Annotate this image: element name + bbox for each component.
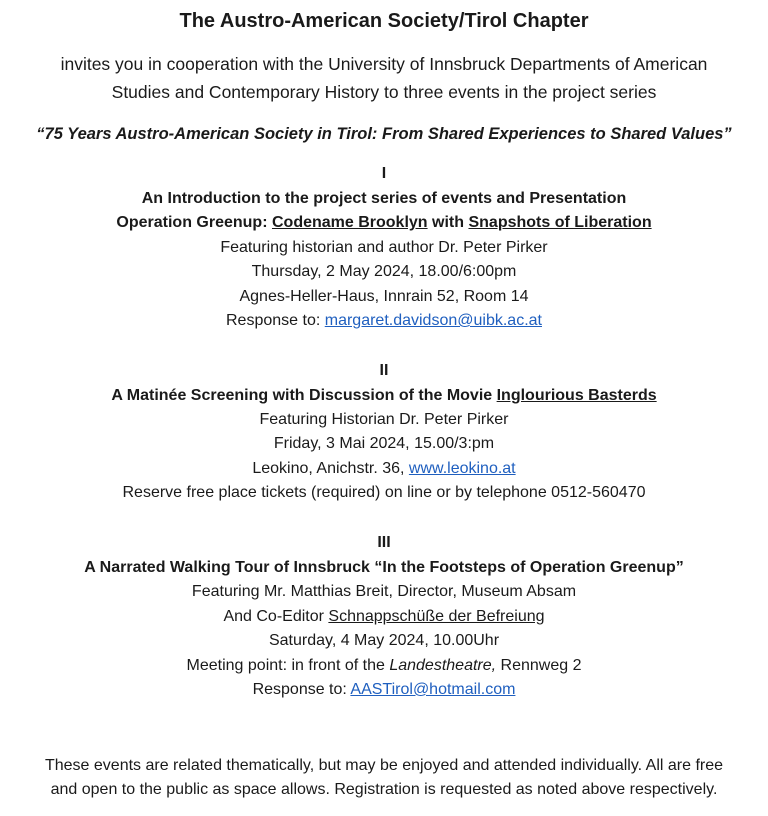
event-1-subheading [0,213,768,233]
event-2-website-link[interactable]: www.leokino.at [408,460,516,477]
event-3-response-email-link[interactable]: AASTirol@hotmail.com [350,681,516,698]
event-3-date: Saturday, 4 May 2024, 10.00Uhr [268,632,500,649]
event-3-meeting-point [0,656,768,676]
event-1-response [0,311,768,331]
event-3-meeting-label: Meeting point: in front of the [186,657,390,674]
event-3-featuring: Featuring Mr. Matthias Breit, Director, Museum Absam [191,583,577,600]
event-2-reserve-info: Reserve free place tickets (required) on line or by telephone 0512-560470 [122,484,646,501]
event-2-date: Friday, 3 Mai 2024, 15.00/3:pm [273,435,495,452]
event-1-response-label: Response to: [226,312,325,329]
event-1-location: Agnes-Heller-Haus, Innrain 52, Room 14 [239,288,529,305]
event-3-heading: A Narrated Walking Tour of Innsbruck “In the Footsteps of Operation Greenup” [84,559,684,576]
intro-line-2: Studies and Contemporary History to three events in the project series [111,82,657,102]
event-2-heading [0,386,768,406]
event-3-book-title: Schnappschüße der Befreiung [328,608,545,625]
event-3-response [0,680,768,700]
intro-line-1: invites you in cooperation with the University of Innsbruck Departments of American [60,54,708,74]
event-3-numeral: III [377,534,391,551]
event-2-numeral: II [379,362,389,379]
event-3-meeting-address: Rennweg 2 [496,657,582,674]
event-1-numeral: I [381,165,387,182]
event-1-date: Thursday, 2 May 2024, 18.00/6:00pm [251,263,517,280]
event-1-featuring: Featuring historian and author Dr. Peter Pirker [220,239,548,256]
event-2-location-text: Leokino, Anichstr. 36, [252,460,409,477]
event-3-coeditor-label: And Co-Editor [223,608,329,625]
closing-line-2: and open to the public as space allows. Registration is requested as noted above respectively. [50,781,718,798]
event-3-coeditor [0,607,768,627]
event-3-meeting-venue: Landestheatre, [389,657,497,674]
event-2-heading-prefix: A Matinée Screening with Discussion of the Movie [111,387,497,404]
event-1-response-email-link[interactable]: margaret.davidson@uibk.ac.at [324,312,542,329]
event-2-location [0,459,768,479]
document-title: The Austro-American Society/Tirol Chapter [179,10,589,32]
event-3-response-label: Response to: [252,681,351,698]
event-2-featuring: Featuring Historian Dr. Peter Pirker [259,411,509,428]
event-1-subheading-mid: with [427,214,469,231]
event-1-subheading-prefix: Operation Greenup: [116,214,272,231]
closing-line-1: These events are related thematically, but may be enjoyed and attended individually. All are free [44,757,724,774]
event-1-heading: An Introduction to the project series of events and Presentation [141,190,627,207]
event-1-book-title-1: Codename Brooklyn [271,214,428,231]
event-1-book-title-2: Snapshots of Liberation [468,214,652,231]
series-title: “75 Years Austro-American Society in Tirol: From Shared Experiences to Shared Values” [36,125,732,143]
event-2-movie-title: Inglourious Basterds [496,387,657,404]
